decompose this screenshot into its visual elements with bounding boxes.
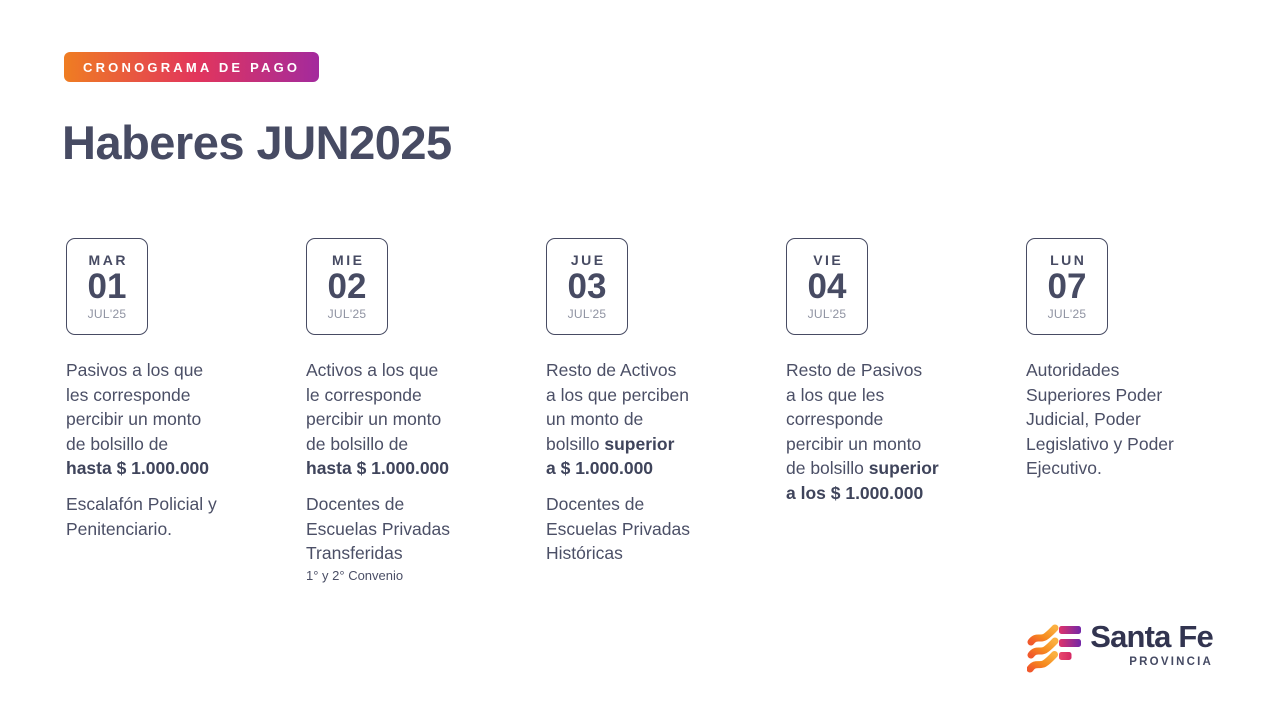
note: 1° y 2° Convenio [306,567,404,583]
logo-name: Santa Fe [1090,619,1213,654]
schedule-column-5 [1026,238,1232,584]
schedule-column-4 [786,238,992,584]
description: Resto de Pasivos a los que les corresponde percibir un monto de bolsillo superior a los $ 1.000.000 [786,360,939,503]
day-abbr: LUN [1050,251,1087,268]
day-number: 01 [87,266,127,306]
month-label: JUL'25 [87,307,127,322]
day-abbr: JUE [570,251,606,268]
month-label: JUL'25 [807,307,847,322]
logo-text [1090,621,1213,668]
description: Pasivos a los que les corresponde percibir un monto de bolsillo de hasta $ 1.000.000 [66,360,210,479]
date-card [306,238,388,335]
schedule-columns [66,238,1232,584]
day-number: 07 [1047,266,1087,306]
day-abbr: VIE [813,251,844,268]
group-label: Escalafón Policial y Penitenciario. [66,493,217,539]
schedule-column-1 [66,238,272,584]
santa-fe-logo [1027,621,1213,678]
description: Resto de Activos a los que perciben un monto de bolsillo superior a $ 1.000.000 [546,360,690,479]
group-label: Docentes de Escuelas Privadas Transferidas [306,493,450,564]
schedule-column-3 [546,238,752,584]
page-title: Haberes JUN2025 [62,116,452,169]
month-label: JUL'25 [567,307,607,322]
day-abbr: MIE [332,251,365,268]
description: Activos a los que le corresponde percibir un monto de bolsillo de hasta $ 1.000.000 [306,360,450,479]
month-label: JUL'25 [1047,307,1087,322]
schedule-column-2 [306,238,512,584]
badge-cronograma-de-pago: CRONOGRAMA DE PAGO [64,52,319,82]
date-card [546,238,628,335]
day-abbr: MAR [88,251,128,268]
description: Autoridades Superiores Poder Judicial, Poder Legislativo y Poder Ejecutivo. [1026,360,1174,479]
day-number: 02 [327,266,367,306]
date-card [66,238,148,335]
date-card [786,238,868,335]
date-card [1026,238,1108,335]
day-number: 04 [807,266,847,306]
logo-subtitle: PROVINCIA [1129,655,1213,668]
santa-fe-logo-icon [1027,622,1081,678]
month-label: JUL'25 [327,307,367,322]
group-label: Docentes de Escuelas Privadas Históricas [546,493,690,564]
day-number: 03 [567,266,607,306]
